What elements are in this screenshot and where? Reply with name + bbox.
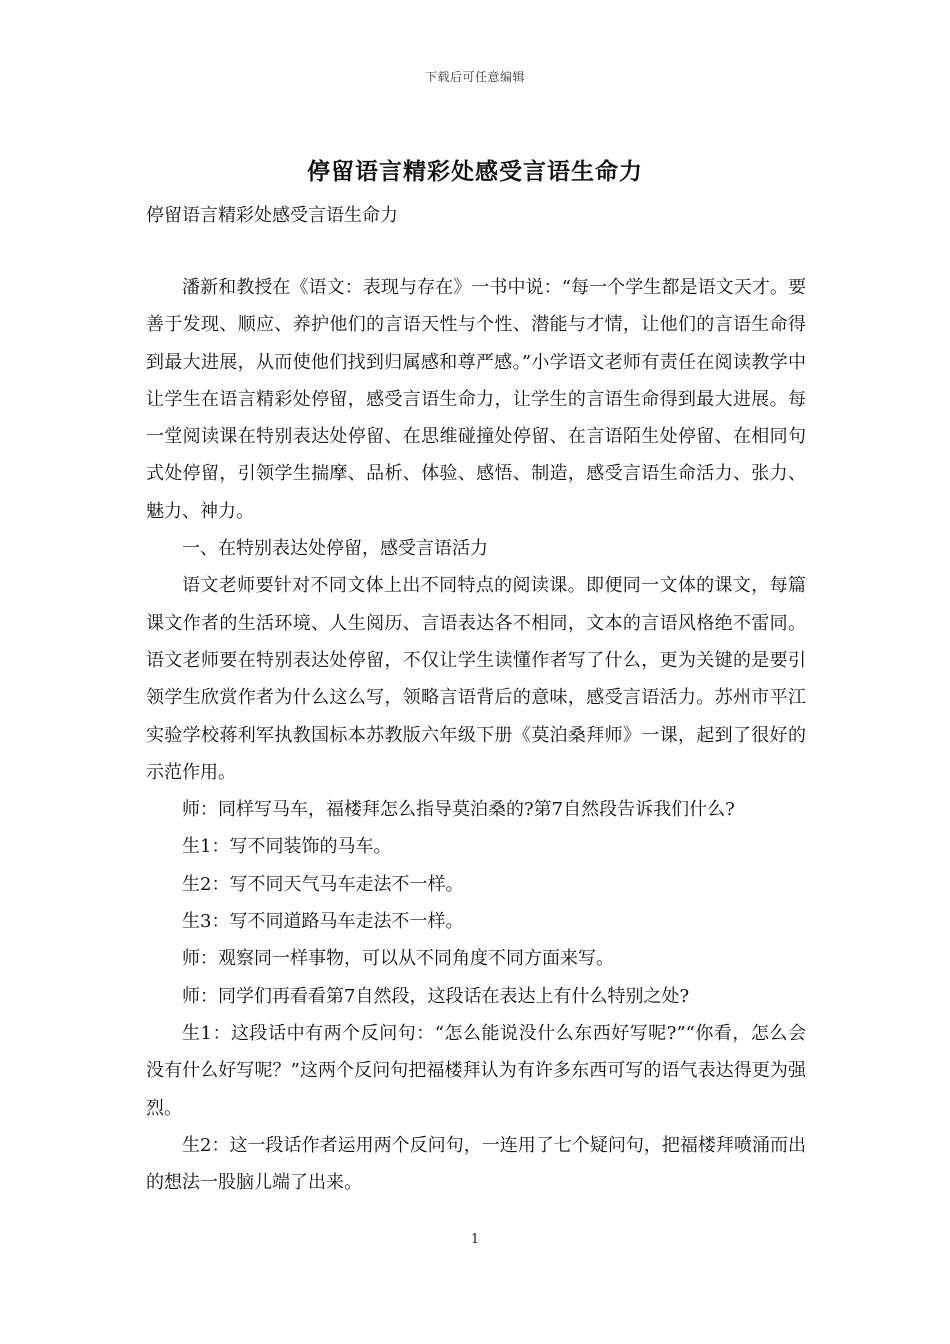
document-subtitle: 停留语言精彩处感受言语生命力 — [146, 205, 398, 226]
dialogue-line: 生1：写不同装饰的马车。 — [182, 836, 392, 858]
document-title: 停留语言精彩处感受言语生命力 — [307, 158, 643, 185]
dialogue-line: 生1：这段话中有两个反问句：“怎么能说没什么东西好写呢?”“你看，怎么会没有什么好写呢？”这两个反问句把福楼拜认为有许多东西可写的语气表达得更为强烈。 — [146, 1022, 806, 1119]
paragraph: 语文老师要针对不同文体上出不同特点的阅读课。即便同一文体的课文，每篇课文作者的生活环境、人生阅历、言语表达各不相同，文本的言语风格绝不雷同。语文老师要在特别表达处停留，不仅让学生读懂作者写了什么，更为关键的是要引领学生欣赏作者为什么这么写，领略言语背后的意味，感受言语活力。苏州市平江实验学校蒋利军执教国标本苏教版六年级下册《莫泊桑拜师》一课，起到了很好的示范作用。 — [146, 575, 806, 783]
dialogue-line: 师：同学们再看看第7自然段，这段话在表达上有什么特别之处? — [182, 985, 690, 1007]
dialogue-line: 生2：这一段话作者运用两个反问句，一连用了七个疑问句，把福楼拜喷涌而出的想法一股脑儿端了出来。 — [146, 1134, 806, 1194]
dialogue-line: 师：同样写马车，福楼拜怎么指导莫泊桑的?第7自然段告诉我们什么? — [182, 799, 735, 821]
page-number: 1 — [470, 1232, 480, 1247]
section-heading: 一、在特别表达处停留，感受言语活力 — [182, 538, 488, 560]
body-text — [146, 269, 806, 1201]
dialogue-line: 生2：写不同天气马车走法不一样。 — [182, 873, 464, 895]
dialogue-line: 生3：写不同道路马车走法不一样。 — [182, 911, 464, 933]
header-note: 下载后可任意编辑 — [424, 70, 525, 84]
dialogue-line: 师：观察同一样事物，可以从不同角度不同方面来写。 — [182, 948, 614, 970]
paragraph: 潘新和教授在《语文：表现与存在》一书中说：“每一个学生都是语文天才。要善于发现、顺应、养护他们的言语天性与个性、潜能与才情，让他们的言语生命得到最大进展，从而使他们找到归属感和尊严感。”小学语文老师有责任在阅读教学中让学生在语言精彩处停留，感受言语生命力，让学生的言语生命得到最大进展。每一堂阅读课在特别表达处停留、在思维碰撞处停留、在言语陌生处停留、在相同句式处停留，引领学生揣摩、品析、体验、感悟、制造，感受言语生命活力、张力、魅力、神力。 — [146, 277, 806, 522]
